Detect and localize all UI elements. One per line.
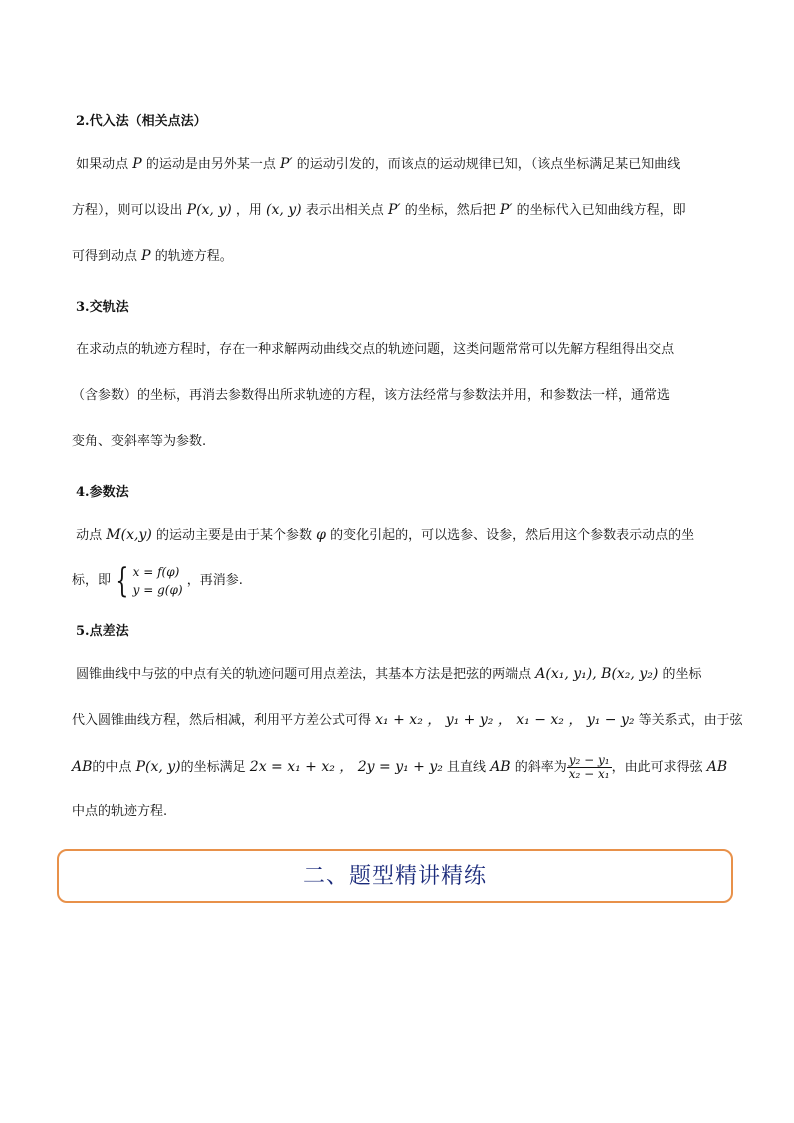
text: 的坐标，然后把 xyxy=(404,203,496,218)
text: 的运动引发的，而该点的运动规律已知，（该点坐标满足某已知曲线 xyxy=(296,157,681,172)
s5-line-1 xyxy=(72,664,732,685)
math-Mxy: M(x,y) xyxy=(106,527,152,543)
slope-fraction xyxy=(567,754,612,781)
math-condition: 2x = x₁ + x₂ ， 2y = y₁ + y₂ xyxy=(249,759,443,775)
text: 动点 xyxy=(76,528,103,543)
section-5-title: 5.点差法 xyxy=(76,624,129,639)
math-P-prime: P′ xyxy=(280,156,293,172)
math-P-prime: P′ xyxy=(387,202,401,218)
fraction-numerator: y₂ − y₁ xyxy=(568,753,610,767)
math-Pxy: P(x, y) xyxy=(186,202,232,218)
s3-line-2 xyxy=(72,386,732,406)
s2-line-2 xyxy=(72,200,732,221)
text: 的运动是由另外某一点 xyxy=(145,157,276,172)
math-AB: AB xyxy=(706,759,728,775)
text: 的中点 xyxy=(92,760,132,775)
text: 变角、变斜率等为参数. xyxy=(72,434,207,449)
fraction-denominator: x₂ − x₁ xyxy=(568,767,610,781)
text: ，再消参. xyxy=(186,573,243,588)
s4-line-2 xyxy=(72,561,732,601)
text: 中点的轨迹方程. xyxy=(72,804,168,819)
text: 表示出相关点 xyxy=(305,203,384,218)
math-phi: φ xyxy=(316,527,326,543)
text: 的轨迹方程。 xyxy=(154,249,233,264)
text: 的坐标代入已知曲线方程，即 xyxy=(516,203,686,218)
text: 的运动主要是由于某个参数 xyxy=(155,528,312,543)
text: ，用 xyxy=(235,203,262,218)
s2-line-3 xyxy=(72,246,732,267)
case-1: x = f(φ) xyxy=(132,564,180,579)
text: 代入圆锥曲线方程，然后相减，利用平方差公式可得 xyxy=(72,713,372,728)
math-AB: AB xyxy=(72,759,93,775)
math-P-prime: P′ xyxy=(499,202,513,218)
s5-line-4 xyxy=(72,802,732,822)
text: 的变化引起的，可以选参、设参，然后用这个参数表示动点的坐 xyxy=(330,528,695,543)
text: 的坐标满足 xyxy=(180,760,246,775)
section-3-title: 3.交轨法 xyxy=(76,300,129,315)
s3-line-1 xyxy=(72,340,732,360)
s5-line-2 xyxy=(72,710,743,731)
banner-title: 二、题型精讲精练 xyxy=(302,864,487,889)
text: 且直线 xyxy=(447,760,487,775)
section-2-title: 2.代入法（相关点法） xyxy=(76,114,207,129)
s3-line-3 xyxy=(72,432,732,452)
math-Pxy: P(x, y) xyxy=(135,759,181,775)
text: 如果动点 xyxy=(76,157,129,172)
text: ，由此可求得弦 xyxy=(611,760,703,775)
s2-line-1 xyxy=(72,154,732,175)
case-2: y = g(φ) xyxy=(132,582,183,597)
text: 的坐标 xyxy=(662,667,702,682)
math-xy: (x, y) xyxy=(266,202,302,218)
text: 在求动点的轨迹方程时，存在一种求解两动曲线交点的轨迹问题，这类问题常常可以先解方程组得出交点 xyxy=(76,342,675,357)
text: 圆锥曲线中与弦的中点有关的轨迹问题可用点差法，其基本方法是把弦的两端点 xyxy=(76,667,532,682)
section-banner xyxy=(57,849,733,903)
text: 的斜率为 xyxy=(514,760,567,775)
text: （含参数）的坐标，再消去参数得出所求轨迹的方程，该方法经常与参数法并用，和参数法一样，通常选 xyxy=(72,388,671,403)
section-4-title: 4.参数法 xyxy=(76,485,129,500)
math-P: P xyxy=(132,156,142,172)
text: 方程），则可以设出 xyxy=(72,203,183,218)
math-relations: x₁ + x₂ ， y₁ + y₂ ， x₁ − x₂ ， y₁ − y₂ xyxy=(375,712,635,728)
s5-line-3 xyxy=(72,752,732,783)
math-AB: AB xyxy=(490,759,511,775)
left-brace: { xyxy=(115,560,129,601)
text: 等关系式，由于弦 xyxy=(638,713,743,728)
math-endpoints: A(x₁, y₁), B(x₂, y₂) xyxy=(535,666,659,682)
text: 标，即 xyxy=(72,573,112,588)
math-P: P xyxy=(141,248,151,264)
text: 可得到动点 xyxy=(72,249,138,264)
s4-line-1 xyxy=(72,525,732,546)
cases xyxy=(133,563,183,599)
